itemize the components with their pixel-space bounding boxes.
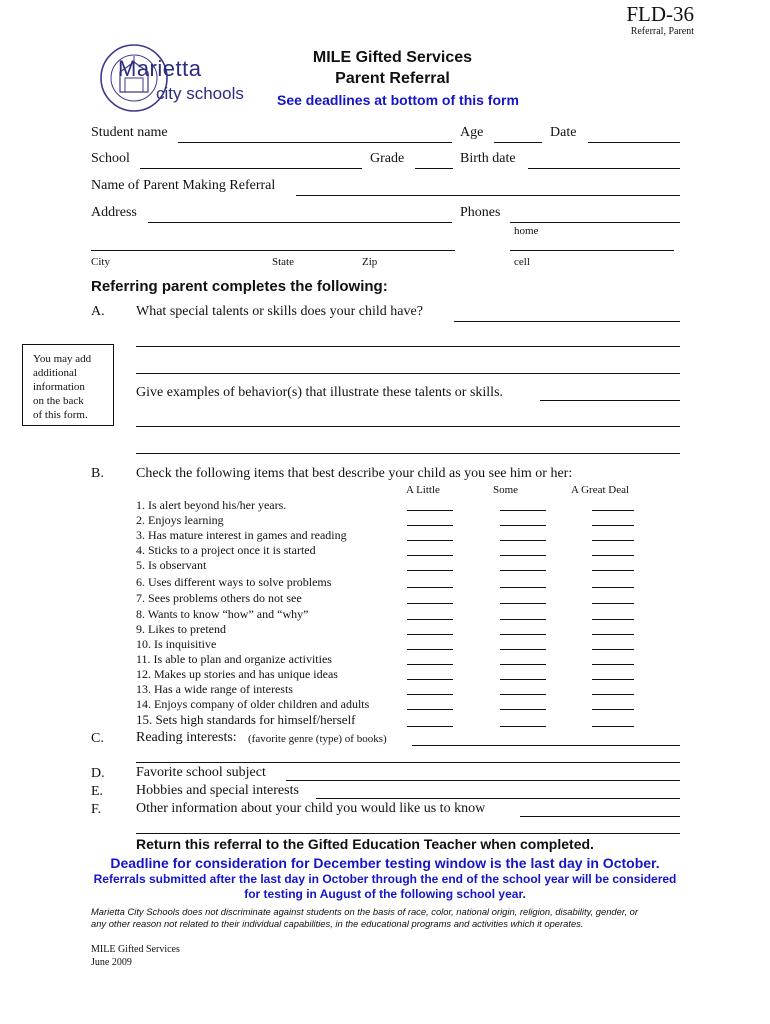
- side-note-line: of this form.: [33, 409, 88, 421]
- school-field[interactable]: [140, 168, 362, 169]
- reading-interests-field-1[interactable]: [412, 745, 680, 746]
- student-name-field[interactable]: [178, 142, 452, 143]
- check-line-item1-col1[interactable]: [407, 510, 453, 511]
- talents-field-1[interactable]: [454, 321, 680, 322]
- check-line-item1-col2[interactable]: [500, 510, 546, 511]
- check-line-item5-col1[interactable]: [407, 570, 453, 571]
- column-header-a-little: A Little: [406, 484, 440, 496]
- column-header-a-great-deal: A Great Deal: [571, 484, 630, 496]
- check-line-item2-col1[interactable]: [407, 525, 453, 526]
- zip-label: Zip: [362, 256, 378, 268]
- side-note-line: additional: [33, 367, 77, 379]
- nondiscrimination-line2: any other reason not related to their individual capabilities, in the educational programs and activities which it operates.: [91, 918, 584, 929]
- home-phone-field[interactable]: [510, 222, 680, 223]
- section-d-letter: D.: [91, 766, 105, 781]
- check-line-item7-col1[interactable]: [407, 603, 453, 604]
- side-note-box: [22, 344, 114, 426]
- check-line-item9-col3[interactable]: [592, 634, 634, 635]
- check-line-item2-col2[interactable]: [500, 525, 546, 526]
- check-line-item14-col1[interactable]: [407, 709, 453, 710]
- other-info-label: Other information about your child you would like us to know: [136, 801, 486, 816]
- age-field[interactable]: [494, 142, 542, 143]
- checklist-item: 15. Sets high standards for himself/herself: [136, 712, 356, 727]
- deadline-note: See deadlines at bottom of this form: [277, 92, 519, 108]
- parent-name-label: Name of Parent Making Referral: [91, 178, 276, 193]
- nondiscrimination-line1: Marietta City Schools does not discriminate against students on the basis of race, color, national origin, religion, disability, gender, or: [91, 906, 638, 917]
- checklist-item: 4. Sticks to a project once it is started: [136, 543, 316, 557]
- checklist-item: 12. Makes up stories and has unique ideas: [136, 667, 338, 681]
- address-label: Address: [91, 205, 137, 220]
- check-line-item4-col1[interactable]: [407, 555, 453, 556]
- check-line-item2-col3[interactable]: [592, 525, 634, 526]
- check-line-item11-col3[interactable]: [592, 664, 634, 665]
- hobbies-field[interactable]: [316, 798, 680, 799]
- footer-date: June 2009: [91, 957, 132, 968]
- check-line-item10-col2[interactable]: [500, 649, 546, 650]
- check-line-item7-col2[interactable]: [500, 603, 546, 604]
- check-line-item11-col1[interactable]: [407, 664, 453, 665]
- hobbies-label: Hobbies and special interests: [136, 783, 299, 798]
- section-f-letter: F.: [91, 802, 102, 817]
- logo-name-top: Marietta: [118, 56, 202, 81]
- form-code: FLD-36: [626, 2, 694, 26]
- page-subtitle: Parent Referral: [335, 70, 450, 87]
- section-a-letter: A.: [91, 304, 105, 319]
- form-subtitle: Referral, Parent: [630, 26, 694, 37]
- column-header-some: Some: [493, 484, 519, 496]
- talents-field-2[interactable]: [136, 346, 680, 347]
- cell-phone-field[interactable]: [510, 250, 674, 251]
- checklist-item: 9. Likes to pretend: [136, 622, 226, 636]
- august-note-line2: for testing in August of the following school year.: [244, 887, 526, 901]
- birth-date-field[interactable]: [528, 168, 680, 169]
- checklist-item: 8. Wants to know “how” and “why”: [136, 607, 309, 621]
- section-c-letter: C.: [91, 731, 104, 746]
- logo-name-bottom: city schools: [156, 84, 244, 103]
- page-title: MILE Gifted Services: [312, 49, 473, 66]
- reading-interests-note: (favorite genre (type) of books): [248, 733, 387, 745]
- home-label: home: [514, 225, 539, 237]
- checklist-item: 1. Is alert beyond his/her years.: [136, 498, 287, 512]
- reading-interests-field-2[interactable]: [136, 762, 680, 763]
- return-note: Return this referral to the Gifted Education Teacher when completed.: [136, 836, 594, 852]
- side-note-line: on the back: [33, 395, 84, 407]
- check-line-item12-col1[interactable]: [407, 679, 453, 680]
- check-line-item14-col3[interactable]: [592, 709, 634, 710]
- age-label: Age: [460, 125, 484, 140]
- section-a-question2: Give examples of behavior(s) that illustrate these talents or skills.: [136, 385, 504, 400]
- address-field[interactable]: [148, 222, 452, 223]
- check-line-item8-col3[interactable]: [592, 619, 634, 620]
- check-line-item6-col1[interactable]: [407, 587, 453, 588]
- checklist-item: 7. Sees problems others do not see: [136, 591, 302, 605]
- check-line-item9-col1[interactable]: [407, 634, 453, 635]
- grade-field[interactable]: [415, 168, 453, 169]
- date-field[interactable]: [588, 142, 680, 143]
- check-line-item12-col2[interactable]: [500, 679, 546, 680]
- check-line-item6-col2[interactable]: [500, 587, 546, 588]
- reading-interests-label: Reading interests:: [136, 730, 237, 745]
- check-line-item4-col2[interactable]: [500, 555, 546, 556]
- favorite-subject-label: Favorite school subject: [136, 765, 266, 780]
- check-line-item15-col3[interactable]: [592, 726, 634, 727]
- checklist-item: 13. Has a wide range of interests: [136, 682, 293, 696]
- favorite-subject-field[interactable]: [286, 780, 680, 781]
- cell-label: cell: [514, 256, 530, 268]
- august-note-line1: Referrals submitted after the last day in October through the end of the school year will be considered: [93, 872, 677, 886]
- parent-name-field[interactable]: [296, 195, 680, 196]
- date-label: Date: [550, 125, 577, 140]
- grade-label: Grade: [370, 151, 405, 166]
- check-line-item8-col1[interactable]: [407, 619, 453, 620]
- checklist-item: 2. Enjoys learning: [136, 513, 224, 527]
- check-line-item6-col3[interactable]: [592, 587, 634, 588]
- check-line-item11-col2[interactable]: [500, 664, 546, 665]
- student-name-label: Student name: [91, 125, 168, 140]
- check-line-item10-col1[interactable]: [407, 649, 453, 650]
- checklist-item: 3. Has mature interest in games and reading: [136, 528, 347, 542]
- other-info-field-1[interactable]: [520, 816, 680, 817]
- checklist-item: 5. Is observant: [136, 558, 207, 572]
- check-line-item12-col3[interactable]: [592, 679, 634, 680]
- footer-org: MILE Gifted Services: [91, 944, 180, 955]
- check-line-item7-col3[interactable]: [592, 603, 634, 604]
- check-line-item3-col3[interactable]: [592, 540, 634, 541]
- check-line-item3-col1[interactable]: [407, 540, 453, 541]
- checklist-item: 6. Uses different ways to solve problems: [136, 575, 332, 589]
- phones-label: Phones: [460, 205, 501, 220]
- city-label: City: [91, 256, 110, 268]
- birth-date-label: Birth date: [460, 151, 516, 166]
- behaviors-field-2[interactable]: [136, 426, 680, 427]
- check-line-item15-col2[interactable]: [500, 726, 546, 727]
- state-label: State: [272, 256, 294, 268]
- checklist-item: 10. Is inquisitive: [136, 637, 217, 651]
- check-line-item10-col3[interactable]: [592, 649, 634, 650]
- behaviors-field-1[interactable]: [540, 400, 680, 401]
- city-state-zip-field[interactable]: [91, 250, 455, 251]
- talents-field-3[interactable]: [136, 373, 680, 374]
- check-line-item9-col2[interactable]: [500, 634, 546, 635]
- section-b-letter: B.: [91, 466, 104, 481]
- check-line-item3-col2[interactable]: [500, 540, 546, 541]
- check-line-item1-col3[interactable]: [592, 510, 634, 511]
- check-line-item15-col1[interactable]: [407, 726, 453, 727]
- section-a-question1: What special talents or skills does your child have?: [136, 304, 423, 319]
- checklist-item: 14. Enjoys company of older children and adults: [136, 697, 370, 711]
- check-line-item5-col2[interactable]: [500, 570, 546, 571]
- other-info-field-2[interactable]: [136, 833, 680, 834]
- checklist-item: 11. Is able to plan and organize activities: [136, 652, 332, 666]
- section-e-letter: E.: [91, 784, 104, 799]
- school-label: School: [91, 151, 130, 166]
- section-b-instruction: Check the following items that best describe your child as you see him or her:: [136, 466, 573, 481]
- deadline-december: Deadline for consideration for December testing window is the last day in October.: [110, 855, 660, 871]
- side-note-line: You may add: [33, 353, 92, 365]
- check-line-item8-col2[interactable]: [500, 619, 546, 620]
- check-line-item13-col1[interactable]: [407, 694, 453, 695]
- check-line-item14-col2[interactable]: [500, 709, 546, 710]
- check-line-item13-col3[interactable]: [592, 694, 634, 695]
- check-line-item4-col3[interactable]: [592, 555, 634, 556]
- behaviors-field-3[interactable]: [136, 453, 680, 454]
- logo: [98, 42, 248, 112]
- side-note-line: information: [33, 381, 85, 393]
- check-line-item13-col2[interactable]: [500, 694, 546, 695]
- check-line-item5-col3[interactable]: [592, 570, 634, 571]
- section-heading: Referring parent completes the following:: [91, 278, 388, 295]
